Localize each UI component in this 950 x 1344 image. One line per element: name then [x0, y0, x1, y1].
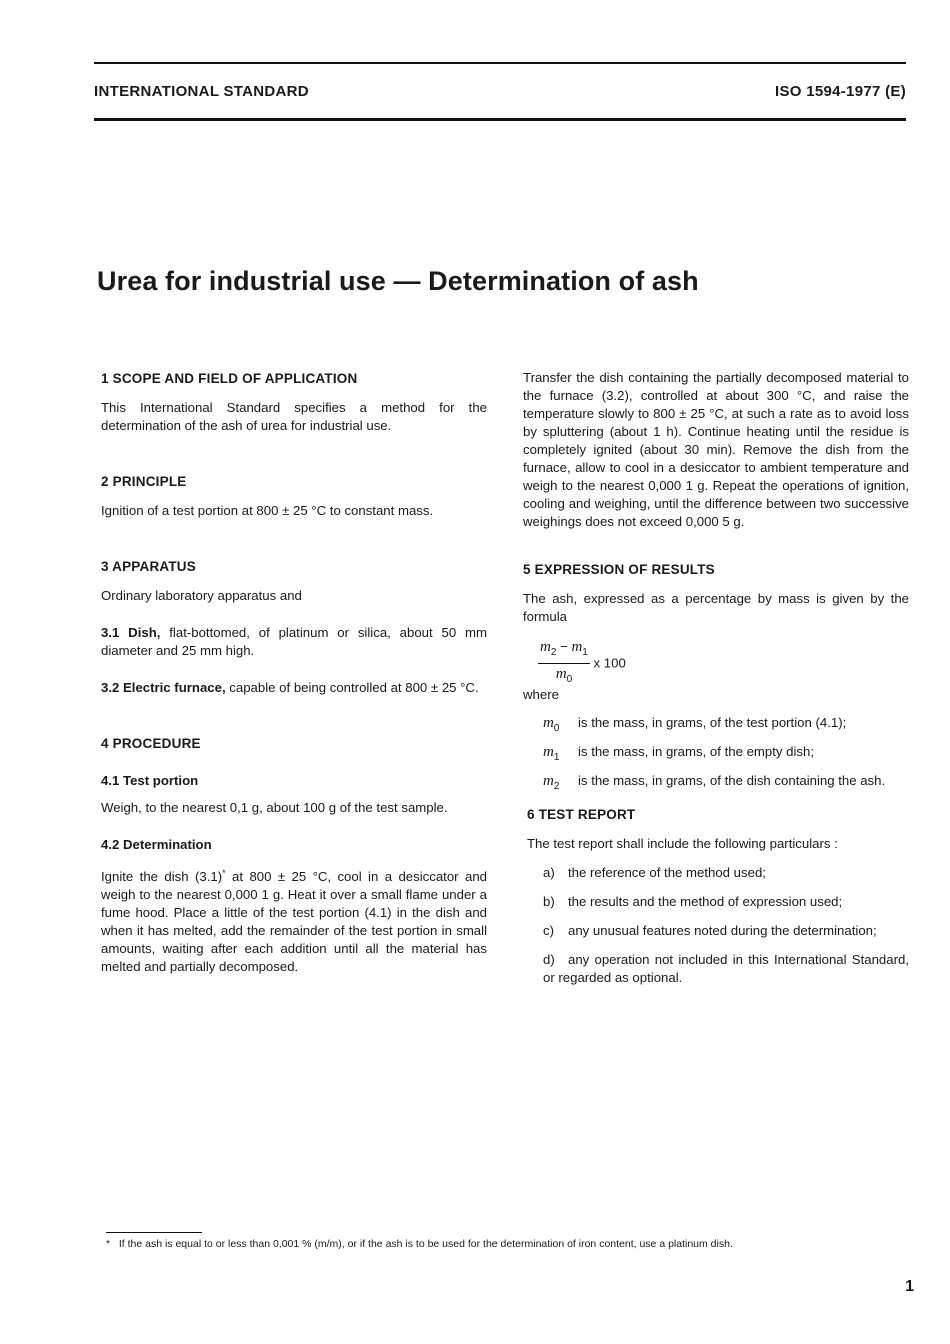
variable-m1-description: is the mass, in grams, of the empty dish; — [578, 744, 815, 759]
report-item-b-key: b) — [543, 894, 555, 909]
section-4-2-text-a: Ignite the dish (3.1) — [101, 869, 223, 884]
variable-m1-symbol — [543, 743, 559, 767]
report-item-a-key: a) — [543, 865, 555, 880]
document-title: Urea for industrial use — Determination of ash — [97, 266, 699, 296]
formula-m0-subscript: 0 — [566, 674, 573, 685]
section-4-1-heading: 4.1 Test portion — [101, 773, 199, 788]
footnote-text: If the ash is equal to or less than 0,001 % (m/m), or if the ash is to be used for the determination of iron content, use a platinum dish. — [118, 1238, 733, 1250]
section-4-2-text — [101, 864, 487, 976]
report-item-a — [523, 864, 909, 893]
ash-formula — [538, 638, 909, 685]
section-4-1-text: Weigh, to the nearest 0,1 g, about 100 g of the test sample. — [101, 800, 448, 815]
section-2-text: Ignition of a test portion at 800 ± 25 °C to constant mass. — [101, 503, 434, 518]
variable-m0-letter: m — [543, 715, 554, 731]
report-item-c-key: c) — [543, 923, 554, 938]
variable-m0-symbol — [543, 714, 559, 738]
variable-definitions — [523, 714, 909, 801]
header-bottom-rule — [94, 118, 906, 121]
section-4-heading: 4 PROCEDURE — [101, 736, 201, 751]
section-3-2 — [101, 679, 487, 697]
report-items — [523, 864, 909, 991]
section-4-2-heading: 4.2 Determination — [101, 837, 212, 852]
section-3-1 — [101, 624, 487, 660]
footnote-rule — [106, 1232, 202, 1233]
variable-m1-letter: m — [543, 744, 554, 760]
section-3-heading: 3 APPARATUS — [101, 559, 196, 574]
variable-m0-subscript: 0 — [553, 723, 560, 734]
variable-m0-description: is the mass, in grams, of the test portion (4.1); — [578, 715, 847, 730]
formula-m0-symbol: m — [555, 666, 567, 682]
section-3-intro: Ordinary laboratory apparatus and — [101, 588, 302, 603]
section-5-intro: The ash, expressed as a percentage by mass is given by the formula — [523, 591, 909, 624]
header-right: ISO 1594-1977 (E) — [774, 83, 906, 100]
section-3-1-text: flat-bottomed, of platinum or silica, about 50 mm diameter and 25 mm high. — [101, 625, 487, 658]
section-4-2-text-b: at 800 ± 25 °C, cool in a desiccator and weigh to the nearest 0,000 1 g. Heat it over a small flame under a fume hood. Place a little of the test portion (4.1) in the dish and when it has melted, add the remainder of the test portion in small amounts, waiting after each addition until all the material has melted and partially decomposed. — [101, 869, 487, 974]
report-item-c-text: any unusual features noted during the determination; — [568, 923, 877, 938]
where-label: where — [523, 687, 559, 702]
right-column — [523, 369, 909, 991]
section-6-intro: The test report shall include the following particulars : — [527, 836, 838, 851]
formula-numerator — [538, 638, 590, 664]
formula-fraction — [538, 638, 590, 689]
header-left: INTERNATIONAL STANDARD — [94, 83, 309, 100]
section-3-1-label: 3.1 Dish, — [101, 625, 161, 640]
formula-m2-subscript: 2 — [550, 647, 557, 658]
variable-m2 — [523, 772, 909, 801]
report-item-d-text: any operation not included in this International Standard, or regarded as optional. — [543, 952, 909, 985]
header-top-rule — [94, 62, 906, 64]
report-item-d — [523, 951, 909, 991]
formula-multiplier: x 100 — [593, 655, 626, 671]
report-item-b-text: the results and the method of expression used; — [568, 894, 843, 909]
variable-m2-letter: m — [543, 773, 554, 789]
left-column — [101, 370, 487, 976]
variable-m0 — [523, 714, 909, 743]
variable-m2-subscript: 2 — [553, 781, 560, 792]
section-1-text: This International Standard specifies a method for the determination of the ash of urea for industrial use. — [101, 400, 487, 433]
section-1-heading: 1 SCOPE AND FIELD OF APPLICATION — [101, 371, 358, 386]
page-number: 1 — [905, 1278, 914, 1295]
report-item-d-key: d) — [543, 952, 555, 967]
formula-m2-symbol: m — [540, 639, 551, 655]
footnote-reference-mark: * — [222, 868, 226, 878]
variable-m1 — [523, 743, 909, 772]
report-item-a-text: the reference of the method used; — [568, 865, 766, 880]
report-item-b — [523, 893, 909, 922]
footnote-mark: * — [106, 1238, 111, 1250]
variable-m2-symbol — [543, 772, 559, 796]
report-item-c — [523, 922, 909, 951]
section-3-2-text: capable of being controlled at 800 ± 25 °C. — [229, 680, 479, 695]
footnote — [106, 1237, 733, 1251]
formula-m1-symbol: m — [571, 639, 583, 655]
variable-m1-subscript: 1 — [553, 752, 560, 763]
variable-m2-description: is the mass, in grams, of the dish containing the ash. — [578, 773, 886, 788]
section-4-2-continuation: Transfer the dish containing the partially decomposed material to the furnace (3.2), controlled at about 300 °C, and raise the temperature slowly to 800 ± 25 °C, at such a rate as to avoid loss by spluttering (about 1 h). Continue heating until the residue is completely ignited (about 30 min). Remove the dish from the furnace, allow to cool in a desiccator to ambient temperature and weigh to the nearest 0,000 1 g. Repeat the operations of ignition, cooling and weighing, until the difference between two successive weighings does not exceed 0,000 5 g. — [523, 370, 909, 529]
formula-minus: − — [556, 639, 572, 654]
section-3-2-label: 3.2 Electric furnace, — [101, 680, 226, 695]
section-5-heading: 5 EXPRESSION OF RESULTS — [523, 562, 715, 577]
section-2-heading: 2 PRINCIPLE — [101, 474, 187, 489]
section-6-heading: 6 TEST REPORT — [527, 807, 636, 822]
formula-m1-subscript: 1 — [582, 647, 588, 658]
